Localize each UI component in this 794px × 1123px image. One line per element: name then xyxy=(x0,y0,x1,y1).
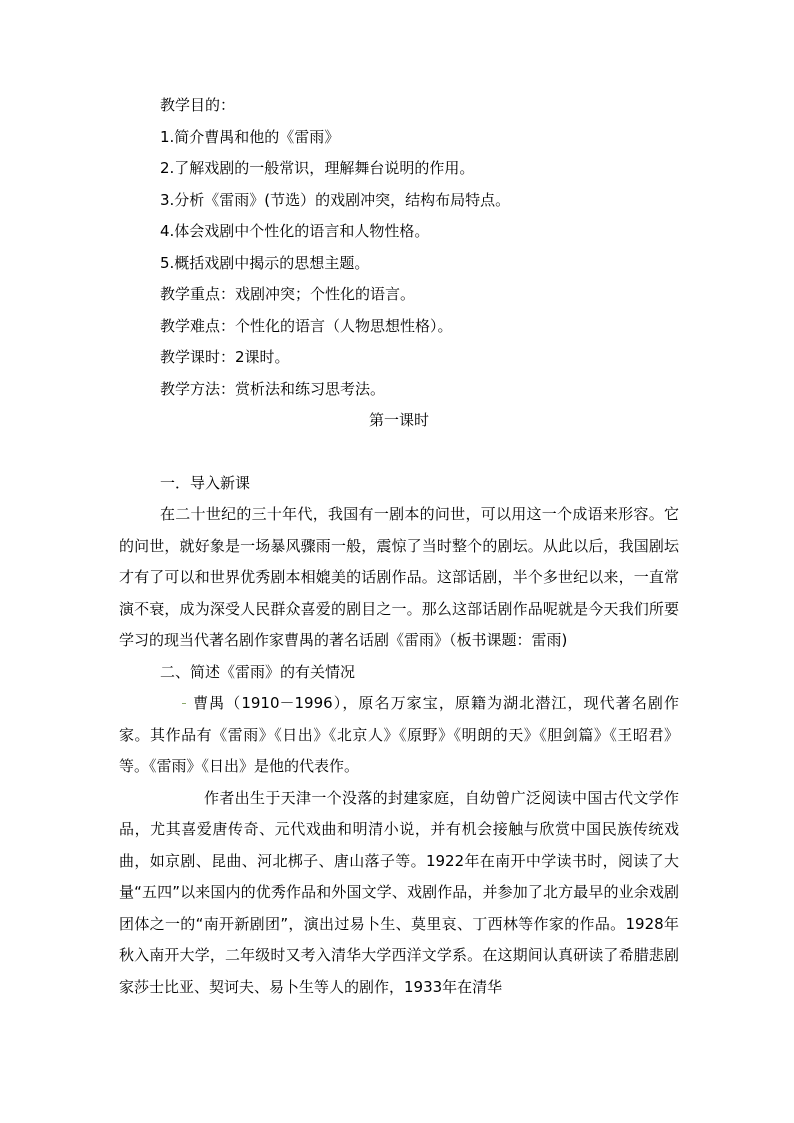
section-2-heading: 二、简述《雷雨》的有关情况 xyxy=(160,662,356,681)
difficulty: 教学难点：个性化的语言（人物思想性格）。 xyxy=(160,316,453,335)
class-hours: 教学课时：2课时。 xyxy=(160,348,290,366)
spacer xyxy=(119,437,679,468)
objective-item: 3.分析《雷雨》(节选）的戏剧冲突，结构布局特点。 xyxy=(160,190,511,209)
author-paragraph: 作者出生于天津一个没落的封建家庭，自幼曾广泛阅读中国古代文学作品，尤其喜爱唐传奇、元代戏曲和明清小说，并有机会接触与欣赏中国民族传统戏曲，如京剧、昆曲、河北梆子、唐山落子等。1922年在南开中学读书时，阅读了大量“五四”以来国内的优秀作品和外国文学、戏剧作品，并参加了北方最早的业余戏剧团体之一的“南开新剧团”，演出过易卜生、莫里哀、丁西林等作家的作品。1928年秋入南开大学，二年级时又考入清华大学西洋文学系。在这期间认真研读了希腊悲剧家莎士比亚、契诃夫、易卜生等人的剧作，1933年在清华 xyxy=(119,788,679,996)
objectives-heading: 教学目的： xyxy=(160,96,236,114)
objective-item: 5.概括戏剧中揭示的思想主题。 xyxy=(160,253,370,272)
lesson-title: 第一课时 xyxy=(368,411,429,429)
mark-icon xyxy=(182,703,186,704)
bio-text: 曹禺（1910－1996），原名万家宝，原籍为湖北潜江，现代著名剧作家。其作品有《雷雨》《日出》《北京人》《原野》《明朗的天》《胆剑篇》《王昭君》等。《雷雨》《日出》是他的代表作。 xyxy=(119,694,679,775)
section-1-paragraph: 在二十世纪的三十年代，我国有一剧本的问世，可以用这一个成语来形容。它的问世，就好象是一场暴风骤雨一般，震惊了当时整个的剧坛。从此以后，我国剧坛才有了可以和世界优秀剧本相媲美的话剧作品。这部话剧，半个多世纪以来，一直常演不衰，成为深受人民群众喜爱的剧目之一。那么这部话剧作品呢就是今天我们所要学习的现当代著名剧作家曹禺的著名话剧《雷雨》（板书课题：雷雨) xyxy=(119,505,679,649)
objective-item: 1.简介曹禺和他的《雷雨》 xyxy=(160,127,340,146)
objective-item: 4.体会戏剧中个性化的语言和人物性格。 xyxy=(160,222,430,240)
objective-item: 2.了解戏剧的一般常识，理解舞台说明的作用。 xyxy=(160,159,475,177)
teaching-method: 教学方法：赏析法和练习思考法。 xyxy=(160,379,386,398)
document-content xyxy=(119,90,679,1003)
bio-paragraph xyxy=(119,688,679,783)
section-1-heading: 一．导入新课 xyxy=(160,473,251,492)
key-points: 教学重点：戏剧冲突；个性化的语言。 xyxy=(160,285,416,303)
